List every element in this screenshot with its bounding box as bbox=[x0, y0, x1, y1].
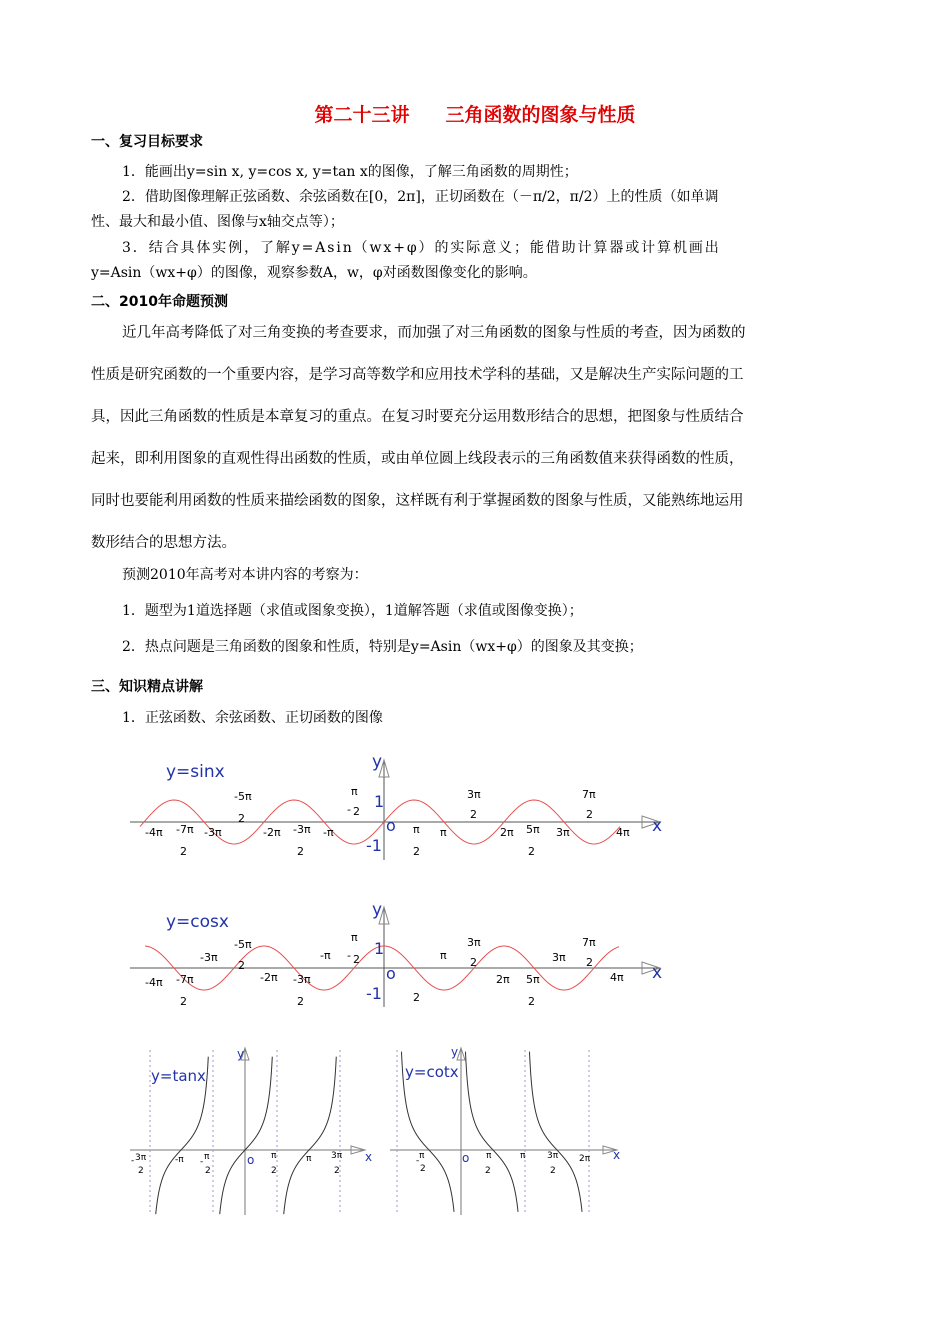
section1-item2-line1: 2．借助图像理解正弦函数、余弦函数在[0，2π]，正切函数在（－π/2，π/2）上的性质（如单调 bbox=[122, 189, 719, 205]
paragraph-line: 起来，即利用图象的直观性得出函数的性质，或由单位圆上线段表示的三角函数值来获得函数的性质， bbox=[91, 451, 744, 467]
section2-point2: 2．热点问题是三角函数的图象和性质，特别是y=Asin（wx+φ）的图象及其变换； bbox=[122, 639, 643, 655]
tick-label: 3π bbox=[467, 788, 481, 801]
tick-label: 3π bbox=[547, 1151, 559, 1161]
section2-paragraph bbox=[91, 312, 859, 564]
paragraph-line: 近几年高考降低了对三角变换的考查要求，而加强了对三角函数的图象与性质的考查，因为函数的 bbox=[122, 325, 746, 341]
x-axis-label: x bbox=[652, 963, 663, 983]
tick-label: -5π bbox=[234, 790, 252, 803]
tangent-graph bbox=[125, 1040, 380, 1220]
tick-label: 2 bbox=[470, 808, 477, 821]
section2-heading: 二、2010年命题预测 bbox=[91, 294, 228, 310]
sine-graph bbox=[120, 745, 680, 865]
tick-label: 2 bbox=[413, 991, 420, 1004]
y-axis-label: y bbox=[372, 752, 383, 772]
tick-label: 7π bbox=[582, 788, 596, 801]
tick-label: -3π bbox=[200, 951, 218, 964]
x-axis-label: x bbox=[652, 816, 663, 836]
tick-label: π bbox=[351, 785, 358, 798]
tick-label: 7π bbox=[582, 936, 596, 949]
tick-label: -π bbox=[320, 949, 331, 962]
tick-label: π bbox=[306, 1154, 312, 1164]
tick-label: π bbox=[486, 1151, 492, 1161]
paragraph-line: 性质是研究函数的一个重要内容，是学习高等数学和应用技术学科的基础，又是解决生产实际问题的工 bbox=[91, 367, 744, 383]
tan-function-label: y=tanx bbox=[151, 1067, 206, 1085]
tick-label: 2 bbox=[205, 1166, 211, 1176]
page-title bbox=[0, 100, 950, 127]
origin-label: o bbox=[386, 816, 396, 835]
tick-label: 2 bbox=[528, 845, 535, 858]
one-label: 1 bbox=[374, 792, 385, 811]
y-axis-label: y bbox=[237, 1047, 245, 1061]
origin-label: o bbox=[462, 1151, 470, 1165]
tick-label: - bbox=[347, 803, 351, 816]
x-axis-label: x bbox=[365, 1150, 373, 1164]
tick-label: π bbox=[520, 1151, 526, 1161]
tick-label: π bbox=[440, 826, 447, 839]
cotangent-graph bbox=[385, 1040, 630, 1220]
tick-label: 2 bbox=[238, 959, 245, 972]
tick-label: π bbox=[440, 949, 447, 962]
tick-label: 2 bbox=[297, 995, 304, 1008]
tick-label: -2π bbox=[260, 971, 278, 984]
paragraph-line: 同时也要能利用函数的性质来描绘函数的图象，这样既有利于掌握函数的图象与性质，又能熟练地运用 bbox=[91, 493, 744, 509]
tick-label: 3π bbox=[467, 936, 481, 949]
tick-label: π bbox=[271, 1151, 277, 1161]
neg-one-label: -1 bbox=[366, 836, 382, 855]
tick-label: 5π bbox=[526, 823, 540, 836]
tick-label: 3π bbox=[552, 951, 566, 964]
tick-label: 3π bbox=[135, 1153, 147, 1163]
section2-point1: 1．题型为1道选择题（求值或图象变换），1道解答题（求值或图像变换）； bbox=[122, 603, 583, 619]
tick-label: -3π bbox=[293, 973, 311, 986]
tick-label: -4π bbox=[145, 826, 163, 839]
cot-function-label: y=cotx bbox=[405, 1063, 459, 1081]
origin-label: o bbox=[247, 1153, 255, 1167]
tick-label: 2 bbox=[334, 1166, 340, 1176]
tick-label: -π bbox=[323, 826, 334, 839]
tick-label: -π bbox=[175, 1155, 184, 1165]
tick-label: 3π bbox=[556, 826, 570, 839]
tick-label: 2 bbox=[180, 845, 187, 858]
tick-label: -3π bbox=[204, 826, 222, 839]
tangent-tick-labels bbox=[131, 1151, 343, 1176]
y-axis-label: y bbox=[451, 1045, 459, 1059]
tick-label: - bbox=[200, 1157, 204, 1167]
title-topic: 三角函数的图象与性质 bbox=[445, 104, 636, 126]
tick-label: 2 bbox=[138, 1166, 144, 1176]
section3-heading: 三、知识精点讲解 bbox=[91, 679, 203, 695]
paragraph-line: 数形结合的思想方法。 bbox=[91, 535, 236, 551]
tick-label: 2 bbox=[297, 845, 304, 858]
paragraph-line: 具，因此三角函数的性质是本章复习的重点。在复习时要充分运用数形结合的思想，把图象与性质结合 bbox=[91, 409, 744, 425]
tick-label: -5π bbox=[234, 938, 252, 951]
tick-label: 4π bbox=[610, 971, 624, 984]
neg-one-label: -1 bbox=[366, 984, 382, 1003]
tick-label: 2 bbox=[586, 808, 593, 821]
tick-label: 2 bbox=[180, 995, 187, 1008]
tick-label: 3π bbox=[331, 1151, 343, 1161]
tick-label: 2 bbox=[586, 956, 593, 969]
tick-label: -7π bbox=[176, 823, 194, 836]
y-axis-label: y bbox=[372, 900, 383, 920]
x-axis-label: x bbox=[613, 1148, 621, 1162]
title-lecture-number: 第二十三讲 bbox=[314, 104, 410, 126]
sin-function-label: y=sinx bbox=[166, 762, 225, 782]
origin-label: o bbox=[386, 964, 396, 983]
tick-label: 4π bbox=[616, 826, 630, 839]
tick-label: 2 bbox=[550, 1166, 556, 1176]
section1-heading: 一、复习目标要求 bbox=[91, 134, 203, 150]
tick-label: - bbox=[347, 949, 351, 962]
section3-item1: 1．正弦函数、余弦函数、正切函数的图像 bbox=[122, 710, 383, 726]
one-label: 1 bbox=[374, 939, 385, 958]
section1-item1: 1．能画出y=sin x, y=cos x, y=tan x的图像，了解三角函数的周期性； bbox=[122, 164, 578, 180]
tick-label: -2π bbox=[263, 826, 281, 839]
tick-label: π bbox=[204, 1152, 210, 1162]
tick-label: 2 bbox=[528, 995, 535, 1008]
tick-label: 2 bbox=[353, 953, 360, 966]
tick-label: 2π bbox=[500, 826, 514, 839]
cotangent-tick-labels bbox=[416, 1151, 591, 1176]
section1-item2-line2: 性、最大和最小值、图像与x轴交点等）； bbox=[91, 214, 344, 230]
tick-label: -7π bbox=[176, 973, 194, 986]
section1-item3-line1: 3．结合具体实例，了解y=Asin（wx+φ）的实际意义；能借助计算器或计算机画出 bbox=[122, 240, 721, 256]
tick-label: - bbox=[131, 1156, 135, 1166]
tick-label: 2 bbox=[470, 956, 477, 969]
tick-label: π bbox=[351, 931, 358, 944]
tick-label: π bbox=[413, 823, 420, 836]
section1-item3-line2: y=Asin（wx+φ）的图像，观察参数A，w，φ对函数图像变化的影响。 bbox=[91, 265, 537, 281]
tick-label: 5π bbox=[526, 973, 540, 986]
tick-label: 2 bbox=[485, 1166, 491, 1176]
tick-label: -4π bbox=[145, 976, 163, 989]
tick-label: π bbox=[419, 1151, 425, 1161]
cosine-graph bbox=[120, 895, 680, 1015]
tick-label: 2π bbox=[496, 973, 510, 986]
tick-label: 2 bbox=[353, 805, 360, 818]
tick-label: -3π bbox=[293, 823, 311, 836]
tick-label: 2π bbox=[579, 1154, 591, 1164]
tick-label: 2 bbox=[420, 1164, 426, 1174]
tick-label: 2 bbox=[413, 845, 420, 858]
cos-function-label: y=cosx bbox=[166, 912, 229, 932]
section2-forecast: 预测2010年高考对本讲内容的考察为： bbox=[122, 567, 368, 583]
tick-label: 2 bbox=[271, 1166, 277, 1176]
tick-label: - bbox=[416, 1156, 420, 1166]
tick-label: 2 bbox=[238, 812, 245, 825]
